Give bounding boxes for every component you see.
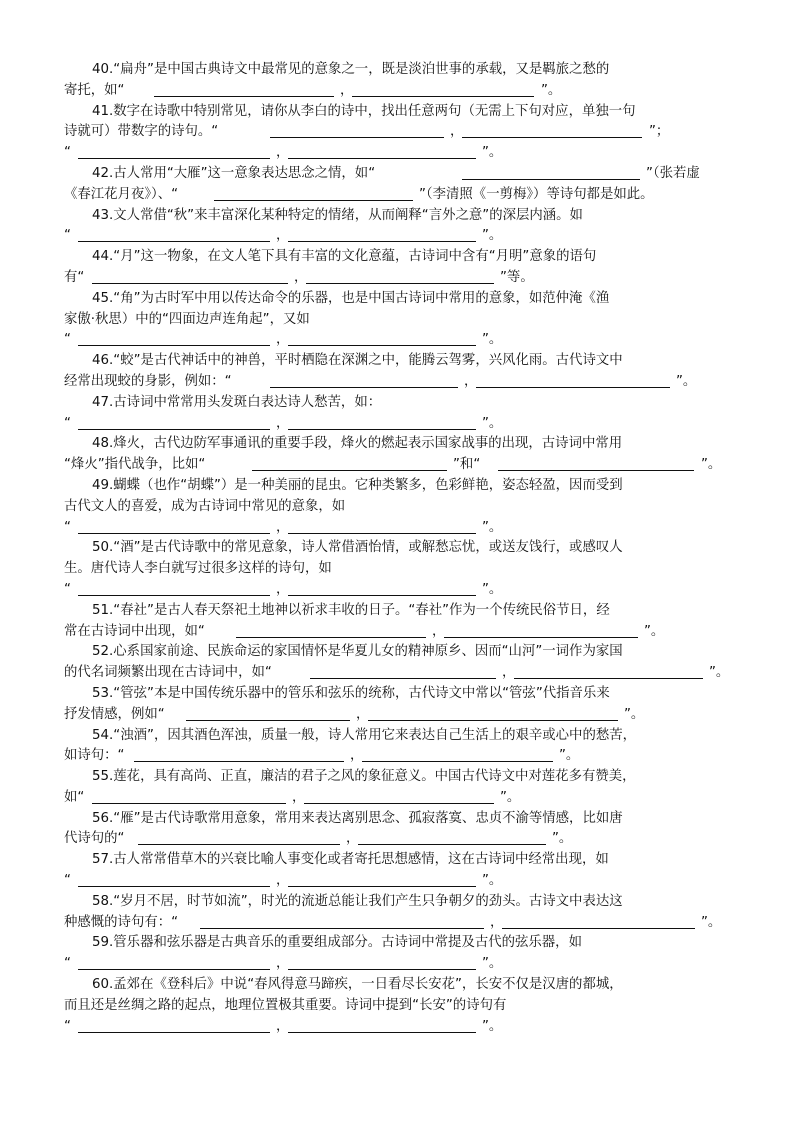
question-text: ”； — [649, 124, 670, 140]
question-text: 代诗句的“ — [64, 831, 125, 847]
question-line — [64, 809, 732, 830]
question-text: ”。 — [482, 145, 503, 161]
question-45 — [64, 289, 732, 351]
question-line — [64, 726, 732, 747]
question-line — [64, 622, 732, 643]
question-text: ， — [276, 519, 290, 535]
question-line — [64, 642, 732, 663]
answer-blank[interactable] — [502, 928, 695, 929]
question-text: 48.烽火，古代边防军事通讯的重要手段，烽火的燃起表示国家战事的出现，古诗词中常用 — [92, 436, 623, 452]
answer-blank[interactable] — [352, 96, 534, 97]
question-line — [64, 746, 732, 767]
question-text: 53.“管弦”本是中国传统乐器中的管乐和弦乐的统称，古代诗文中常以“管弦”代指音乐来 — [92, 685, 610, 701]
answer-blank[interactable] — [462, 137, 642, 138]
question-line — [64, 414, 732, 435]
question-text: 43.文人常借“秋”来丰富深化某种特定的情绪，从而阐释“言外之意”的深层内涵。如 — [92, 207, 583, 223]
answer-blank[interactable] — [310, 678, 496, 679]
question-line — [64, 913, 732, 934]
question-line — [64, 601, 732, 622]
question-text: “ — [64, 873, 71, 889]
question-text: ， — [490, 914, 504, 930]
question-line — [64, 559, 732, 580]
question-56 — [64, 809, 732, 851]
question-text: “烽火”指代战争，比如“ — [64, 457, 206, 473]
question-line — [64, 226, 732, 247]
question-line — [64, 351, 732, 372]
question-text: 有“ — [64, 269, 85, 285]
question-text: ”。 — [676, 373, 697, 389]
question-text: 生。唐代诗人李白就写过很多这样的诗句，如 — [64, 561, 332, 577]
question-line — [64, 892, 732, 913]
question-text: 54.“浊酒”，因其酒色浑浊，质量一般，诗人常用它来表达自己生活上的艰辛或心中的愁苦， — [92, 727, 637, 743]
question-line — [64, 434, 732, 455]
question-text: 58.“岁月不居，时节如流”，时光的流逝总能让我们产生只争朝夕的劲头。古诗文中表达这 — [92, 893, 623, 909]
answer-blank[interactable] — [134, 761, 344, 762]
question-line — [64, 81, 732, 102]
question-text: ， — [294, 269, 308, 285]
question-line — [64, 684, 732, 705]
question-line — [64, 289, 732, 310]
answer-blank[interactable] — [288, 158, 476, 159]
question-text: ”。 — [482, 873, 503, 889]
question-text: ”。 — [541, 82, 562, 98]
question-text: ， — [276, 581, 290, 597]
question-text: ”。 — [552, 831, 573, 847]
question-line — [64, 975, 732, 996]
question-text: ， — [276, 956, 290, 972]
question-text: 诗就可）带数字的诗句。“ — [64, 124, 219, 140]
question-58 — [64, 892, 732, 934]
answer-blank[interactable] — [138, 844, 340, 845]
question-text: ， — [276, 1018, 290, 1034]
question-text: 古代文人的喜爱，成为古诗词中常见的意象，如 — [64, 498, 346, 514]
question-52 — [64, 642, 732, 684]
question-line — [64, 850, 732, 871]
answer-blank[interactable] — [288, 429, 476, 430]
question-42 — [64, 164, 732, 206]
answer-blank[interactable] — [200, 928, 484, 929]
answer-blank[interactable] — [78, 429, 270, 430]
question-line — [64, 185, 732, 206]
question-text: “ — [64, 956, 71, 972]
question-line — [64, 663, 732, 684]
answer-blank[interactable] — [362, 761, 553, 762]
question-44 — [64, 247, 732, 289]
question-text: 的代名词频繁出现在古诗词中，如“ — [64, 665, 272, 681]
answer-blank[interactable] — [78, 345, 270, 346]
question-line — [64, 497, 732, 518]
answer-blank[interactable] — [154, 96, 334, 97]
question-text: ”（李清照《一剪梅》）等诗句都是如此。 — [419, 186, 654, 202]
question-text: ”。 — [482, 415, 503, 431]
question-text: 45.“角”为古时军中用以传达命令的乐器，也是中国古诗词中常用的意象，如范仲淹《渔 — [92, 290, 610, 306]
answer-blank[interactable] — [78, 1032, 270, 1033]
question-text: 44.“月”这一物象，在文人笔下具有丰富的文化意蕴，古诗词中含有“月明”意象的语句 — [92, 249, 597, 265]
question-line — [64, 143, 732, 164]
question-text: 种感慨的诗句有：“ — [64, 914, 179, 930]
question-line — [64, 372, 732, 393]
question-43 — [64, 206, 732, 248]
answer-blank[interactable] — [444, 637, 638, 638]
question-text: 家傲·秋思）中的“四面边声连角起”，又如 — [64, 311, 310, 327]
answer-blank[interactable] — [288, 533, 476, 534]
question-text: 49.蝴蝶（也作“胡蝶”）是一种美丽的昆虫。它种类繁多，色彩鲜艳，姿态轻盈，因而受到 — [92, 477, 623, 493]
answer-blank[interactable] — [288, 241, 476, 242]
question-text: “ — [64, 519, 71, 535]
question-line — [64, 455, 732, 476]
question-60 — [64, 975, 732, 1037]
question-text: ”。 — [701, 914, 722, 930]
question-line — [64, 829, 732, 850]
answer-blank[interactable] — [288, 345, 476, 346]
answer-blank[interactable] — [252, 470, 447, 471]
question-text: “ — [64, 332, 71, 348]
answer-blank[interactable] — [270, 137, 444, 138]
question-line — [64, 164, 732, 185]
question-text: ”。 — [482, 332, 503, 348]
answer-blank[interactable] — [306, 283, 494, 284]
answer-blank[interactable] — [78, 969, 270, 970]
question-text: ”。 — [482, 519, 503, 535]
question-text: ”等。 — [500, 269, 534, 285]
question-text: 而且还是丝绸之路的起点，地理位置极其重要。诗词中提到“长安”的诗句有 — [64, 997, 507, 1013]
answer-blank[interactable] — [358, 844, 546, 845]
question-text: ， — [502, 665, 516, 681]
question-54 — [64, 726, 732, 768]
answer-blank[interactable] — [498, 470, 694, 471]
question-line — [64, 310, 732, 331]
answer-blank[interactable] — [368, 720, 618, 721]
question-line — [64, 247, 732, 268]
answer-blank[interactable] — [288, 969, 476, 970]
question-text: ”和“ — [453, 457, 481, 473]
answer-blank[interactable] — [92, 283, 288, 284]
question-text: ”。 — [701, 457, 722, 473]
question-line — [64, 518, 732, 539]
question-line — [64, 871, 732, 892]
question-text: 55.莲花，具有高尚、正直，廉洁的君子之风的象征意义。中国古代诗文中对莲花多有赞美， — [92, 769, 636, 785]
question-text: ， — [276, 332, 290, 348]
question-text: 如诗句：“ — [64, 748, 125, 764]
question-line — [64, 705, 732, 726]
question-text: ”。 — [500, 789, 521, 805]
answer-blank[interactable] — [476, 387, 670, 388]
question-51 — [64, 601, 732, 643]
answer-blank[interactable] — [78, 158, 270, 159]
question-text: ， — [464, 373, 478, 389]
answer-blank[interactable] — [78, 533, 270, 534]
question-line — [64, 268, 732, 289]
question-text: “ — [64, 228, 71, 244]
question-text: ， — [356, 706, 370, 722]
question-text: “ — [64, 1018, 71, 1034]
question-text: 60.孟郊在《登科后》中说“春风得意马蹄疾，一日看尽长安花”，长安不仅是汉唐的都城， — [92, 977, 623, 993]
question-line — [64, 206, 732, 227]
question-text: ， — [276, 228, 290, 244]
question-text: “ — [64, 145, 71, 161]
answer-blank[interactable] — [288, 886, 476, 887]
answer-blank[interactable] — [186, 720, 350, 721]
question-line — [64, 122, 732, 143]
answer-blank[interactable] — [92, 803, 286, 804]
question-53 — [64, 684, 732, 726]
question-line — [64, 102, 732, 123]
question-57 — [64, 850, 732, 892]
question-text: 51.“春社”是古人春天祭祀土地神以祈求丰收的日子。“春社”作为一个传统民俗节日，经 — [92, 602, 610, 618]
question-text: ， — [350, 748, 364, 764]
question-text: 52.心系国家前途、民族命运的家国情怀是华夏儿女的精神原乡、因而“山河”一词作为家国 — [92, 644, 623, 660]
question-49 — [64, 476, 732, 538]
answer-blank[interactable] — [304, 803, 494, 804]
question-47 — [64, 393, 732, 435]
question-text: ， — [432, 623, 446, 639]
question-50 — [64, 538, 732, 600]
answer-blank[interactable] — [214, 200, 413, 201]
question-text: ”。 — [624, 706, 645, 722]
question-text: 42.古人常用“大雁”这一意象表达思念之情，如“ — [92, 165, 376, 181]
answer-blank[interactable] — [462, 179, 640, 180]
answer-blank[interactable] — [78, 595, 270, 596]
question-line — [64, 933, 732, 954]
question-line — [64, 580, 732, 601]
question-41 — [64, 102, 732, 164]
question-59 — [64, 933, 732, 975]
question-46 — [64, 351, 732, 393]
answer-blank[interactable] — [514, 678, 703, 679]
answer-blank[interactable] — [78, 886, 270, 887]
question-text: ， — [346, 831, 360, 847]
worksheet-page — [64, 60, 732, 1037]
question-text: 寄托，如“ — [64, 82, 125, 98]
question-line — [64, 60, 732, 81]
question-text: ”。 — [482, 581, 503, 597]
question-line — [64, 767, 732, 788]
question-text: ”。 — [709, 665, 730, 681]
question-text: 40.“扁舟”是中国古典诗文中最常见的意象之一，既是淡泊世事的承载，又是羁旅之愁的 — [92, 62, 610, 77]
question-text: ”。 — [482, 1018, 503, 1034]
question-line — [64, 954, 732, 975]
question-text: ”。 — [644, 623, 665, 639]
question-text: 57.古人常常借草木的兴衰比喻人事变化或者寄托思想感情，这在古诗词中经常出现，如 — [92, 852, 609, 868]
question-48 — [64, 434, 732, 476]
question-text: ， — [340, 82, 354, 98]
question-line — [64, 393, 732, 414]
answer-blank[interactable] — [270, 387, 458, 388]
question-text: ”。 — [559, 748, 580, 764]
answer-blank[interactable] — [288, 595, 476, 596]
question-line — [64, 1017, 732, 1038]
answer-blank[interactable] — [236, 637, 426, 638]
question-text: 经常出现蛟的身影，例如：“ — [64, 373, 232, 389]
answer-blank[interactable] — [78, 241, 270, 242]
question-text: 56.“雁”是古代诗歌常用意象，常用来表达离别思念、孤寂落寞、忠贞不渝等情感，比如唐 — [92, 810, 623, 826]
question-line — [64, 476, 732, 497]
question-55 — [64, 767, 732, 809]
question-text: ， — [292, 789, 306, 805]
question-text: ”（张若虚 — [646, 165, 700, 181]
question-line — [64, 996, 732, 1017]
answer-blank[interactable] — [288, 1032, 476, 1033]
question-text: 抒发情感，例如“ — [64, 706, 165, 722]
question-text: 47.古诗词中常常用头发斑白表达诗人愁苦，如： — [92, 394, 382, 410]
question-line — [64, 788, 732, 809]
question-text: “ — [64, 581, 71, 597]
question-line — [64, 538, 732, 559]
question-text: 50.“酒”是古代诗歌中的常见意象，诗人常借酒怡情，或解愁忘忧，或送友饯行，或感叹人 — [92, 540, 623, 556]
question-line — [64, 330, 732, 351]
question-text: 如“ — [64, 789, 85, 805]
question-text: ， — [276, 873, 290, 889]
question-text: ”。 — [482, 956, 503, 972]
question-text: 《春江花月夜》）、“ — [64, 186, 179, 202]
question-text: ， — [276, 415, 290, 431]
question-text: 41.数字在诗歌中特别常见，请你从李白的诗中，找出任意两句（无需上下句对应，单独一句 — [92, 103, 636, 119]
question-text: ”。 — [482, 228, 503, 244]
question-text: ， — [450, 124, 464, 140]
question-text: ， — [276, 145, 290, 161]
question-text: 59.管乐器和弦乐器是古典音乐的重要组成部分。古诗词中常提及古代的弦乐器，如 — [92, 935, 582, 951]
question-text: 46.“蛟”是古代神话中的神兽，平时栖隐在深渊之中，能腾云驾雾，兴风化雨。古代诗文中 — [92, 353, 623, 369]
question-text: 常在古诗词中出现，如“ — [64, 623, 205, 639]
question-40 — [64, 60, 732, 102]
question-text: “ — [64, 415, 71, 431]
